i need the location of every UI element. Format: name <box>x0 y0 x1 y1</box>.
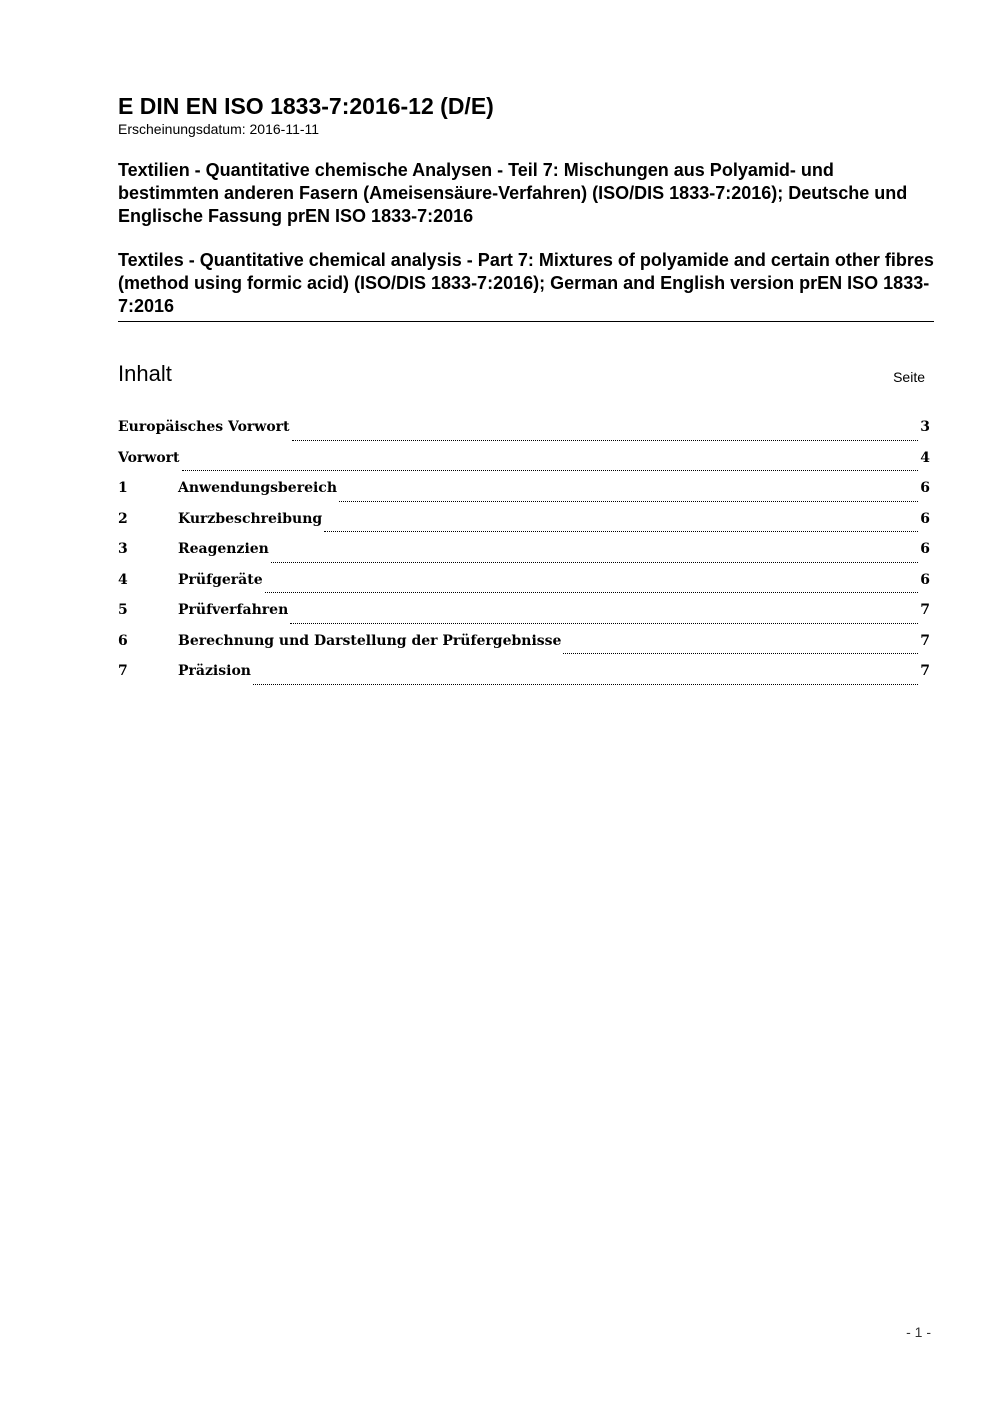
toc-entry-page: 6 <box>920 571 930 588</box>
toc-entry-title: Prüfverfahren <box>178 602 289 618</box>
title-german: Textilien - Quantitative chemische Analysen - Teil 7: Mischungen aus Polyamid- und bestimmten anderen Fasern (Ameisensäure-Verfahren) (ISO/DIS 1833-7:2016); Deutsche und Englische Fassung prEN ISO 1833-7:2016 <box>118 160 908 226</box>
table-of-contents <box>118 417 930 692</box>
toc-entry-page: 6 <box>920 510 930 527</box>
publication-date: Erscheinungsdatum: 2016-11-11 <box>118 121 320 137</box>
toc-entry-number: 1 <box>118 480 128 496</box>
toc-entry-title: Europäisches Vorwort <box>118 419 290 435</box>
toc-entry-number: 3 <box>118 541 128 557</box>
toc-entry-number: 5 <box>118 602 128 618</box>
toc-leader-dots <box>253 672 918 685</box>
toc-heading: Inhalt <box>118 361 172 386</box>
toc-leader-dots <box>563 641 918 654</box>
header-divider <box>118 321 934 322</box>
toc-entry-section-3[interactable] <box>118 539 930 570</box>
toc-entry-page: 6 <box>920 541 930 557</box>
title-english: Textiles - Quantitative chemical analysis - Part 7: Mixtures of polyamide and certain other fibres (method using formic acid) (ISO/DIS 1833-7:2016); German and English version prEN ISO 1833-7:2016 <box>118 250 934 316</box>
toc-entry-section-2[interactable] <box>118 509 930 540</box>
toc-entry-title: Prüfgeräte <box>178 571 263 588</box>
toc-leader-dots <box>290 611 918 624</box>
toc-entry-page: 4 <box>920 449 930 466</box>
toc-leader-dots <box>292 428 919 441</box>
toc-entry-european-foreword[interactable] <box>118 417 930 448</box>
toc-entry-title: Vorwort <box>118 449 180 466</box>
toc-entry-number: 2 <box>118 510 128 527</box>
toc-entry-section-5[interactable] <box>118 600 930 631</box>
toc-leader-dots <box>265 580 919 593</box>
toc-leader-dots <box>324 519 918 532</box>
toc-entry-page: 6 <box>920 480 930 496</box>
toc-entry-number: 7 <box>118 663 128 679</box>
toc-entry-section-6[interactable] <box>118 631 930 662</box>
toc-entry-title: Berechnung und Darstellung der Prüfergebnisse <box>178 632 562 649</box>
toc-entry-number: 4 <box>118 571 128 588</box>
toc-entry-section-1[interactable] <box>118 478 930 509</box>
toc-entry-page: 7 <box>920 632 930 649</box>
toc-entry-section-7[interactable] <box>118 661 930 692</box>
toc-leader-dots <box>271 550 918 563</box>
toc-entry-title: Reagenzien <box>178 541 269 557</box>
document-number: E DIN EN ISO 1833-7:2016-12 (D/E) <box>118 93 494 119</box>
toc-leader-dots <box>339 489 918 502</box>
toc-entry-section-4[interactable] <box>118 570 930 601</box>
toc-leader-dots <box>182 458 919 471</box>
toc-entry-page: 7 <box>920 663 930 679</box>
toc-entry-page: 3 <box>920 419 930 435</box>
toc-entry-number: 6 <box>118 632 128 649</box>
page-number: - 1 - <box>906 1324 931 1340</box>
toc-entry-foreword[interactable] <box>118 448 930 479</box>
toc-entry-page: 7 <box>920 602 930 618</box>
toc-entry-title: Anwendungsbereich <box>178 480 337 496</box>
toc-entry-title: Präzision <box>178 663 251 679</box>
document-header <box>118 92 934 318</box>
toc-page-label: Seite <box>893 369 925 385</box>
toc-entry-title: Kurzbeschreibung <box>178 510 323 527</box>
